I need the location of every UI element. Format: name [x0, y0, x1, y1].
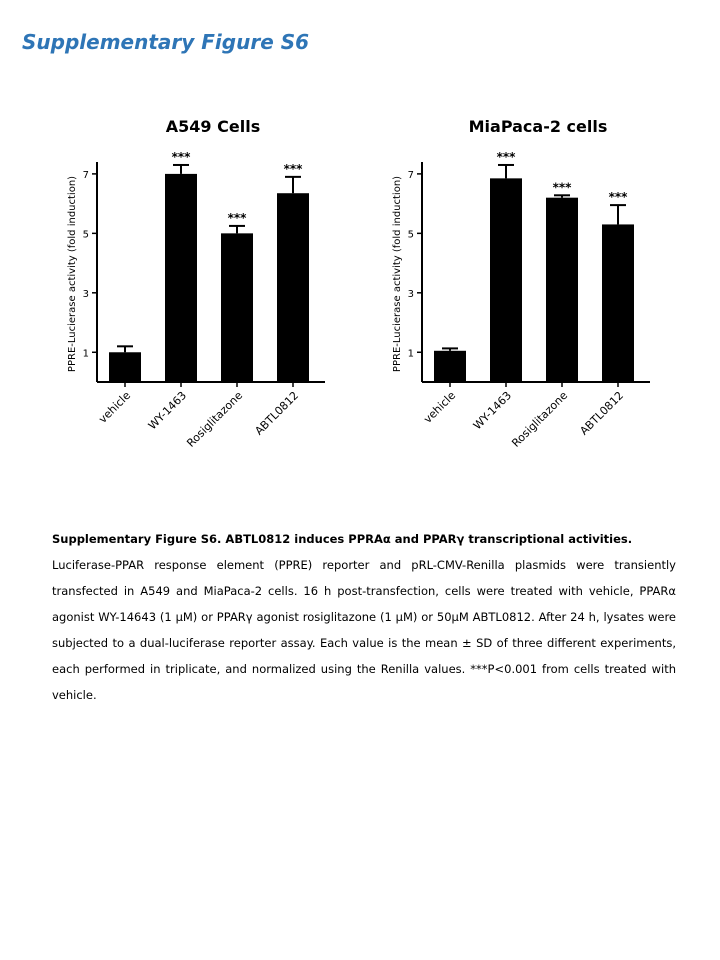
miapaca-bar-vehicle	[434, 351, 466, 382]
a549-category-label-rosiglitazone: Rosiglitazone	[184, 388, 246, 450]
miapaca-category-label-abtl0812: ABTL0812	[577, 388, 627, 438]
miapaca-y-tick-label-3: 3	[407, 288, 414, 300]
miapaca-chart-title: MiaPaca-2 cells	[468, 117, 608, 136]
miapaca-significance-wy-1463: ***	[496, 149, 516, 164]
a549-bar-vehicle	[109, 352, 141, 382]
a549-category-label-wy-1463: WY-1463	[145, 388, 190, 433]
figure-title: Supplementary Figure S6	[22, 30, 310, 54]
chart-a549	[20, 100, 360, 480]
miapaca-y-tick-label-5: 5	[407, 229, 414, 241]
a549-bar-wy-1463	[165, 174, 197, 382]
a549-chart-title: A549 Cells	[165, 117, 261, 136]
chart-miapaca	[345, 100, 685, 480]
a549-bar-rosiglitazone	[221, 233, 253, 382]
miapaca-bar-abtl0812	[602, 224, 634, 382]
figure-caption	[52, 526, 676, 708]
miapaca-category-label-vehicle: vehicle	[421, 388, 459, 426]
chart-miapaca-svg	[345, 100, 685, 480]
miapaca-y-axis-label: PPRE-Lucierase activity (fold induction)	[392, 175, 403, 373]
chart-a549-svg	[20, 100, 360, 480]
a549-significance-abtl0812: ***	[283, 161, 303, 176]
miapaca-bar-wy-1463	[490, 178, 522, 382]
a549-y-axis-label: PPRE-Lucierase activity (fold induction)	[67, 175, 78, 373]
miapaca-y-tick-label-1: 1	[407, 348, 414, 360]
miapaca-category-label-wy-1463: WY-1463	[470, 388, 515, 433]
a549-y-tick-label-3: 3	[82, 288, 89, 300]
miapaca-significance-abtl0812: ***	[608, 190, 628, 205]
caption-body: Luciferase-PPAR response element (PPRE) reporter and pRL-CMV-Renilla plasmids were transiently transfected in A549 and MiaPaca-2 cells. 16 h post-transfection, cells were treated with vehicle, PPARα agonist WY-14643 (1 μM) or PPARγ agonist rosiglitazone (1 μM) or 50μM ABTL0812. After 24 h, lysates were subjected to a dual-luciferase reporter assay. Each value is the mean ± SD of three different experiments, each performed in triplicate, and normalized using the Renilla values. ***P<0.001 from cells treated with vehicle.	[52, 558, 676, 702]
a549-bar-abtl0812	[277, 193, 309, 382]
a549-y-tick-label-1: 1	[82, 348, 89, 360]
miapaca-significance-rosiglitazone: ***	[552, 180, 572, 195]
miapaca-category-label-rosiglitazone: Rosiglitazone	[509, 388, 571, 450]
caption-heading: Supplementary Figure S6. ABTL0812 induces PPRAα and PPARγ transcriptional activities.	[52, 532, 633, 546]
a549-significance-rosiglitazone: ***	[227, 210, 247, 225]
a549-category-label-vehicle: vehicle	[96, 388, 134, 426]
a549-significance-wy-1463: ***	[171, 149, 191, 164]
a549-y-tick-label-7: 7	[82, 169, 89, 181]
a549-category-label-abtl0812: ABTL0812	[252, 388, 302, 438]
a549-y-tick-label-5: 5	[82, 229, 89, 241]
miapaca-bar-rosiglitazone	[546, 198, 578, 382]
miapaca-y-tick-label-7: 7	[407, 169, 414, 181]
